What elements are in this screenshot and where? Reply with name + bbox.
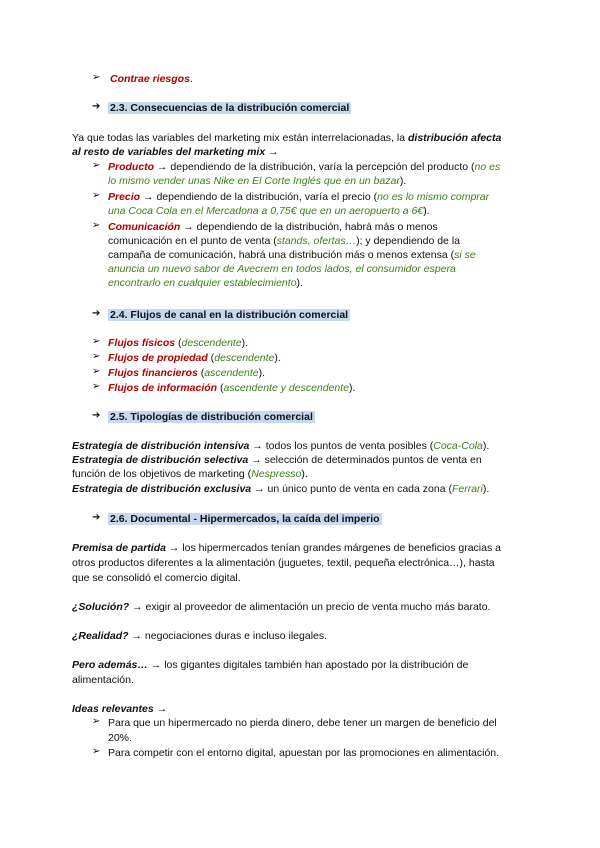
list-item-continuation xyxy=(108,174,406,188)
text: Para que un hipermercado no pierda dinero, debe tener un margen de beneficio del xyxy=(108,717,497,729)
emphasis: distribución afecta xyxy=(408,132,502,144)
punctuation: ). xyxy=(296,277,303,289)
paragraph-line xyxy=(72,673,134,687)
paragraph-line xyxy=(72,658,468,672)
text: → selección de determinados puntos de venta en xyxy=(248,454,482,466)
text: que se consolidó el comercio digital. xyxy=(72,572,241,584)
punctuation: . xyxy=(189,73,193,85)
punctuation: ). xyxy=(482,440,490,452)
text: → xyxy=(265,146,279,158)
section-heading-2-4 xyxy=(108,308,350,322)
text: función de los objetivos de marketing ( xyxy=(72,468,252,480)
bullet-icon: ➢ xyxy=(92,351,101,362)
punctuation: ). xyxy=(301,468,308,480)
list-item-label: Flujos financieros xyxy=(108,367,198,379)
arrow-icon: ➔ xyxy=(92,512,101,523)
example-text: anuncia un nuevo sabor de Avecrem en todos lados, el consumidor espera xyxy=(108,263,456,275)
emphasis: al resto de variables del marketing mix xyxy=(72,146,266,158)
heading-text: 2.4. Flujos de canal en la distribución comercial xyxy=(110,309,349,321)
list-item-label: Comunicación xyxy=(108,221,181,233)
bullet-icon: ➢ xyxy=(92,190,101,201)
example-text: Ferrari xyxy=(451,483,483,495)
list-item xyxy=(108,716,497,730)
punctuation: ). xyxy=(241,337,249,349)
bullet-icon: ➢ xyxy=(92,72,101,83)
bullet-icon: ➢ xyxy=(92,336,101,347)
paragraph-line xyxy=(72,702,167,716)
text: → dependiendo de la distribución, varía la percepción del producto ( xyxy=(154,161,475,173)
list-item xyxy=(108,366,265,380)
bullet-icon: ➢ xyxy=(92,366,101,377)
emphasis: Ideas relevantes xyxy=(72,703,154,715)
example-text: no es xyxy=(474,161,501,173)
example-text: ascendente xyxy=(204,367,259,379)
text: → los gigantes digitales también han apostado por la distribución de xyxy=(147,659,469,671)
list-item-label: Producto xyxy=(108,161,155,173)
list-item xyxy=(108,220,438,234)
paragraph-line xyxy=(72,131,501,145)
text: otros productos diferentes a la alimentación (juguetes, textil, pequeña electrónica…), hasta xyxy=(72,557,495,569)
emphasis: Estrategia de distribución exclusiva xyxy=(72,483,252,495)
heading-text: 2.6. Documental - Hipermercados, la caída del imperio xyxy=(110,513,380,525)
section-heading-2-6 xyxy=(108,512,382,526)
paragraph-line xyxy=(72,482,489,496)
text: → dependiendo de la distribución, habrá más o menos xyxy=(180,221,438,233)
text: Para competir con el entorno digital, apuestan por las promociones en alimentación. xyxy=(108,747,500,759)
example-text: si se xyxy=(454,249,476,261)
heading-text: 2.3. Consecuencias de la distribución comercial xyxy=(110,102,350,114)
punctuation: ). xyxy=(258,367,265,379)
punctuation: ( xyxy=(175,337,182,349)
list-item xyxy=(108,381,355,395)
list-item-continuation xyxy=(108,276,303,290)
example-text: encontrarlo en cualquier establecimiento xyxy=(108,277,297,289)
emphasis: Premisa de partida xyxy=(72,542,166,554)
list-item xyxy=(108,336,248,350)
punctuation: ). xyxy=(399,175,407,187)
arrow-icon: ➔ xyxy=(92,308,101,319)
example-text: descendente xyxy=(214,352,275,364)
list-item-continuation xyxy=(108,262,456,276)
punctuation: ). xyxy=(349,382,356,394)
paragraph-line xyxy=(72,600,490,614)
paragraph-line xyxy=(72,145,279,159)
list-item xyxy=(108,190,489,204)
paragraph-line xyxy=(72,453,482,467)
bullet-icon: ➢ xyxy=(92,746,101,757)
text: campaña de comunicación, habrá una distribución más o menos extensa ( xyxy=(108,249,455,261)
text: → negociaciones duras e incluso ilegales. xyxy=(128,630,328,642)
example-text: Coca-Cola xyxy=(433,440,483,452)
emphasis: Pero además… xyxy=(72,659,148,671)
arrow-icon: ➔ xyxy=(92,101,101,112)
bullet-icon: ➢ xyxy=(92,716,101,727)
list-item-label: Flujos de información xyxy=(108,382,218,394)
text: 20%. xyxy=(108,732,132,744)
list-item-continuation xyxy=(108,204,430,218)
example-text: stands, ofertas… xyxy=(276,235,357,247)
list-item-continuation xyxy=(108,248,476,262)
list-item-label: Precio xyxy=(108,191,141,203)
paragraph-line xyxy=(72,541,501,555)
emphasis: Estrategia de distribución selectiva xyxy=(72,454,249,466)
text: → los hipermercados tenían grandes márgenes de beneficios gracias a xyxy=(165,542,501,554)
text: → dependiendo de la distribución, varía el precio ( xyxy=(140,191,378,203)
text: alimentación. xyxy=(72,674,134,686)
arrow-icon: ➔ xyxy=(92,410,101,421)
paragraph-line xyxy=(72,629,327,643)
text: → todos los puntos de venta posibles ( xyxy=(249,440,434,452)
punctuation: ( xyxy=(197,367,205,379)
list-item-continuation xyxy=(108,234,460,248)
list-item-label: Flujos de propiedad xyxy=(108,352,208,364)
paragraph-line xyxy=(72,439,489,453)
paragraph-line xyxy=(72,467,308,481)
text: → xyxy=(153,703,168,715)
bullet-icon: ➢ xyxy=(92,381,101,392)
text: comunicación en el punto de venta ( xyxy=(108,235,277,247)
punctuation: ). xyxy=(423,205,430,217)
paragraph-line xyxy=(72,556,495,570)
text: Ya que todas las variables del marketing mix están interrelacionadas, la xyxy=(72,132,408,144)
heading-text: 2.5. Tipologías de distribución comercial xyxy=(110,411,313,423)
list-item xyxy=(108,351,281,365)
paragraph-line xyxy=(72,571,241,585)
punctuation: ( xyxy=(207,352,215,364)
example-text: una Coca Cola en el Mercadona a 0,75€ que en un aeropuerto a 6€ xyxy=(108,205,424,217)
list-item xyxy=(108,746,499,760)
section-heading-2-5 xyxy=(108,410,315,424)
section-heading-2-3 xyxy=(108,101,351,115)
bullet-icon: ➢ xyxy=(92,160,101,171)
text: → un único punto de venta en cada zona ( xyxy=(251,483,452,495)
example-text: no es lo mismo comprar xyxy=(377,191,490,203)
list-item-label: Contrae riesgos xyxy=(110,73,190,85)
example-text: Nespresso xyxy=(251,468,302,480)
example-text: descendente xyxy=(181,337,242,349)
emphasis: Estrategia de distribución intensiva xyxy=(72,440,250,452)
list-item-label: Flujos físicos xyxy=(108,337,176,349)
example-text: ascendente y descendente xyxy=(223,382,350,394)
text: ); y dependiendo de la xyxy=(356,235,460,247)
punctuation: ). xyxy=(482,483,490,495)
list-item-continuation xyxy=(108,731,132,745)
text: → exigir al proveedor de alimentación un precio de venta mucho más barato. xyxy=(129,601,491,613)
emphasis: ¿Realidad? xyxy=(72,630,129,642)
bullet-icon: ➢ xyxy=(92,220,101,231)
list-item xyxy=(110,72,193,86)
punctuation: ). xyxy=(274,352,281,364)
punctuation: ( xyxy=(217,382,224,394)
example-text: lo mismo vender unas Nike en El Corte Inglés que en un bazar xyxy=(108,175,400,187)
list-item xyxy=(108,160,500,174)
emphasis: ¿Solución? xyxy=(72,601,130,613)
